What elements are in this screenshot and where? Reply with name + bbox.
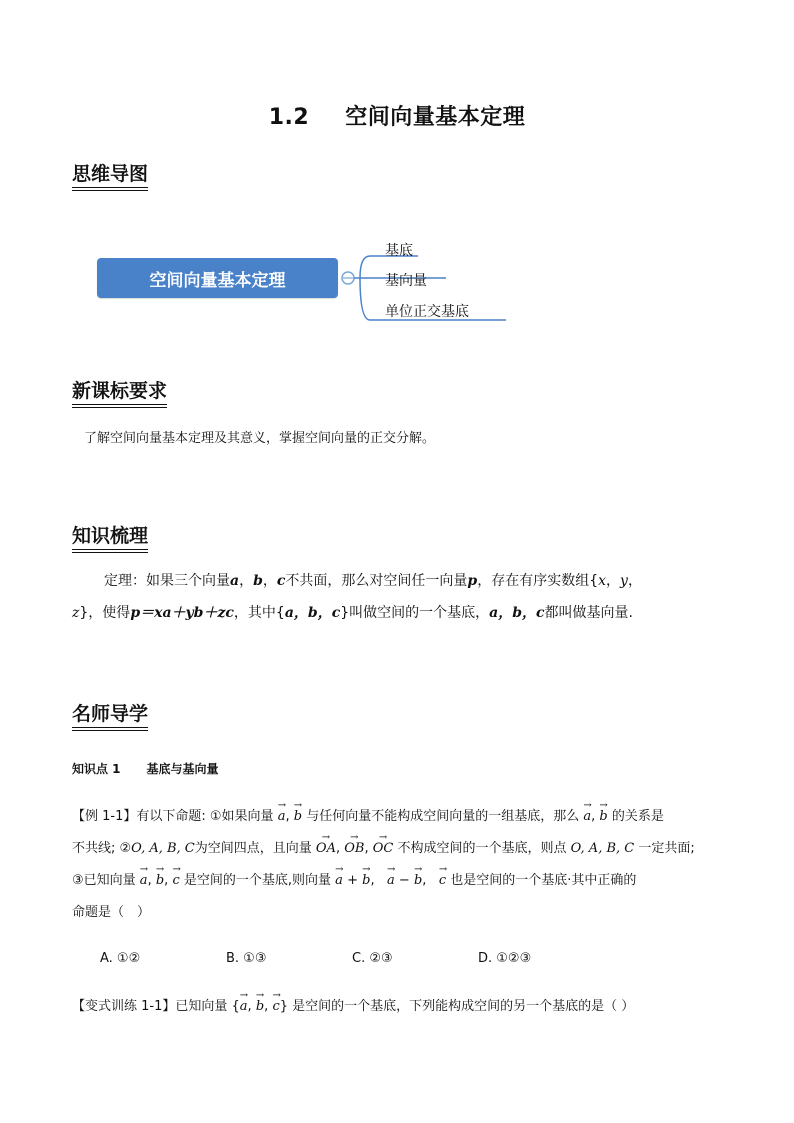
theorem-line-2: z}，使得p＝xa＋yb＋zc，其中{a，b，c}叫做空间的一个基底，a，b，c都叫做基向量. (72, 605, 633, 621)
example-line-4: 命题是（ ） (72, 905, 151, 920)
answer-options (100, 948, 531, 970)
example-line-1: 【例 1-1】有以下命题: ①如果向量 → a, → b 与任何向量不能构成空间向量的一组基底，那么 → a, → b 的关系是 (72, 806, 664, 828)
requirements-text: 了解空间向量基本定理及其意义，掌握空间向量的正交分解。 (84, 431, 436, 446)
example-line-3: ③已知向量 → a, → b, → c 是空间的一个基底,则向量 → a + → b, → a − → b, → c 也是空间的一个基底·其中正确的 (72, 870, 636, 892)
section-heading-guidance: 名师导学 (72, 702, 148, 728)
section-heading-mindmap: 思维导图 (72, 162, 148, 188)
option-a[interactable]: A. ①② (100, 951, 141, 966)
example-tag: 【例 1-1】 (72, 809, 137, 824)
mindmap-branch-basis: 基底 (385, 243, 413, 259)
mindmap-branch-basis-vector: 基向量 (385, 273, 427, 289)
section-number: 1.2 (268, 105, 310, 130)
option-d[interactable]: D. ①②③ (478, 951, 532, 966)
option-b[interactable]: B. ①③ (226, 951, 267, 966)
mindmap-branch-orthonormal-basis: 单位正交基底 (385, 304, 469, 320)
knowledge-point-heading: 知识点 1 基底与基向量 (72, 762, 219, 776)
theorem-line-1: 定理：如果三个向量a，b，c不共面，那么对空间任一向量p，存在有序实数组{x，y， (104, 573, 642, 589)
section-heading-requirements: 新课标要求 (72, 379, 167, 405)
example-line-2: 不共线; ②O, A, B, C为空间四点，且向量 → OA, → OB, → OC 不构成空间的一个基底，则点 O, A, B, C 一定共面; (72, 838, 695, 860)
variant-tag: 【变式训练 1-1】 (72, 999, 176, 1014)
variant-line: 【变式训练 1-1】已知向量 {→ a, → b, → c} 是空间的一个基底，下列能构成空间的另一个基底的是（ ） (72, 996, 634, 1018)
page-title (0, 100, 794, 131)
section-heading-knowledge: 知识梳理 (72, 524, 148, 550)
option-c[interactable]: C. ②③ (352, 951, 393, 966)
title-text: 空间向量基本定理 (345, 105, 526, 130)
mindmap-root: 空间向量基本定理 (97, 258, 338, 298)
